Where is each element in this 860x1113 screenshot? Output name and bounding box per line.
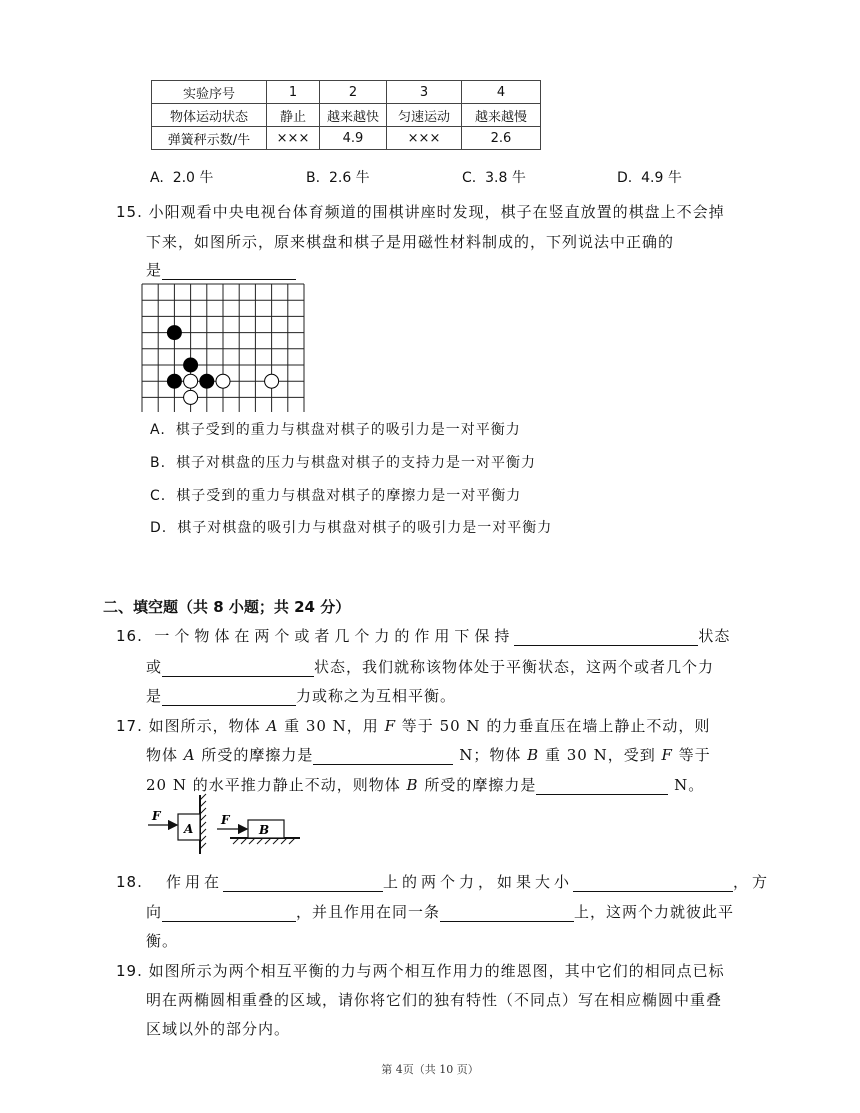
q15-line3: 是 (146, 259, 296, 280)
q18-blank-4[interactable] (440, 904, 574, 922)
table-cell: ××× (387, 127, 462, 150)
white-stone (184, 390, 198, 404)
force-label-a: F (152, 809, 161, 823)
q15-answer-blank[interactable] (162, 262, 296, 280)
q15-option-c: C. 棋子受到的重力与棋盘对棋子的摩擦力是一对平衡力 (150, 488, 522, 504)
table-cell: 4 (462, 81, 541, 104)
q18-line3: 衡。 (146, 932, 179, 950)
section-fill-in-blank-title: 二、填空题（共 8 小题；共 24 分） (103, 598, 351, 616)
q16-blank-2[interactable] (162, 659, 314, 677)
q15-line2: 下来，如图所示，原来棋盘和棋子是用磁性材料制成的，下列说法中正确的 (146, 233, 675, 251)
table-cell: 静止 (267, 104, 320, 127)
q14-option-a: A. 2.0 牛 (150, 170, 214, 186)
q16-line3: 是 力或称之为互相平衡。 (146, 687, 457, 705)
force-diagram-figure (145, 792, 310, 856)
q19-line1: 19. 如图所示为两个相互平衡的力与两个相互作用力的维恩图，其中它们的相同点已标 (116, 962, 725, 980)
black-stone (200, 374, 214, 388)
block-a-label: A (184, 822, 194, 836)
go-board-figure (140, 282, 308, 412)
table-row (152, 81, 541, 104)
q17-line3: 20 N 的水平推力静止不动，则物体 B 所受的摩擦力是 N。 (146, 776, 705, 794)
go-board-grid (142, 284, 304, 412)
q14-option-c: C. 3.8 牛 (462, 170, 526, 186)
table-cell: 越来越慢 (462, 104, 541, 127)
table-cell: 实验序号 (152, 81, 267, 104)
q19-line3: 区域以外的部分内。 (146, 1020, 291, 1038)
table-cell: 2.6 (462, 127, 541, 150)
q17-line1: 17. 如图所示，物体 A 重 30 N，用 F 等于 50 N 的力垂直压在墙上静止不动，则 (116, 717, 711, 735)
table-cell: 匀速运动 (387, 104, 462, 127)
q15-option-a: A. 棋子受到的重力与棋盘对棋子的吸引力是一对平衡力 (150, 422, 521, 438)
q15-line1: 15. 小阳观看中央电视台体育频道的围棋讲座时发现，棋子在竖直放置的棋盘上不会掉 (116, 203, 725, 221)
q18-blank-3[interactable] (162, 904, 296, 922)
black-stone (167, 326, 181, 340)
white-stone (216, 374, 230, 388)
white-stone (184, 374, 198, 388)
black-stone (184, 358, 198, 372)
q16-blank-3[interactable] (162, 688, 296, 706)
table-cell: 4.9 (320, 127, 387, 150)
table-cell: 1 (267, 81, 320, 104)
white-stone (265, 374, 279, 388)
q18-line2: 向 ，并且作用在同一条 上，这两个力就彼此平 (146, 903, 735, 921)
black-stone (167, 374, 181, 388)
q18-blank-2[interactable] (573, 874, 733, 892)
q17-blank-2[interactable] (536, 777, 668, 795)
q18-blank-1[interactable] (223, 874, 383, 892)
q18-line1: 18. 作用在 上的两个力，如果大小 ，方 (116, 873, 771, 891)
table-row (152, 104, 541, 127)
table-cell: ××× (267, 127, 320, 150)
table-row (152, 127, 541, 150)
force-label-b: F (221, 813, 230, 827)
q15-option-b: B. 棋子对棋盘的压力与棋盘对棋子的支持力是一对平衡力 (150, 455, 537, 471)
table-cell: 2 (320, 81, 387, 104)
table-cell: 弹簧秤示数/牛 (152, 127, 267, 150)
table-cell: 3 (387, 81, 462, 104)
experiment-table (151, 80, 541, 150)
q16-line2: 或 状态，我们就称该物体处于平衡状态，这两个或者几个力 (146, 658, 715, 676)
q17-blank-1[interactable] (313, 747, 453, 765)
q14-option-b: B. 2.6 牛 (306, 170, 370, 186)
q17-line2: 物体 A 所受的摩擦力是 N；物体 B 重 30 N，受到 F 等于 (146, 746, 711, 764)
q19-line2: 明在两椭圆相重叠的区域，请你将它们的独有特性（不同点）写在相应椭圆中重叠 (146, 991, 723, 1009)
table-cell: 越来越快 (320, 104, 387, 127)
page-footer: 第 4页（共 10 页） (381, 1063, 479, 1076)
q16-blank-1[interactable] (514, 628, 698, 646)
q16-line1: 16. 一个物体在两个或者几个力的作用下保持 状态 (116, 627, 731, 645)
block-b-label: B (259, 823, 270, 837)
table-cell: 物体运动状态 (152, 104, 267, 127)
q15-option-d: D. 棋子对棋盘的吸引力与棋盘对棋子的吸引力是一对平衡力 (150, 520, 553, 536)
q14-option-d: D. 4.9 牛 (617, 170, 682, 186)
